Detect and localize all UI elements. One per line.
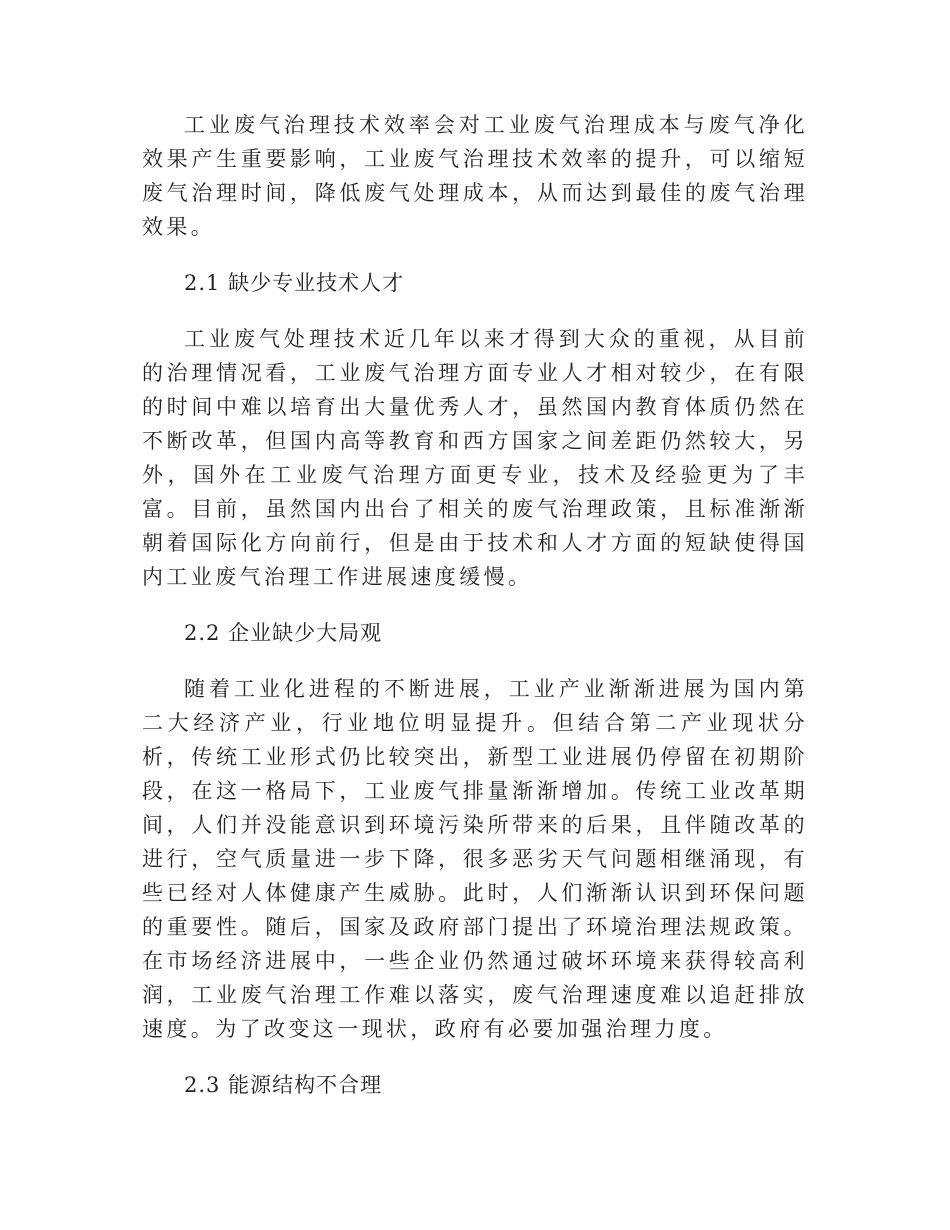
spacer [142,300,808,322]
section-heading-2-2: 2.2 企业缺少大局观 [184,621,383,645]
paragraph-tech-efficiency: 工业废气治理技术效率会对工业废气治理成本与废气净化效果产生重要影响，工业废气治理技术效率的提升，可以缩短废气治理时间，降低废气处理成本，从而达到最佳的废气治理效果。 [142,113,808,239]
paragraph-talent-shortage: 工业废气处理技术近几年以来才得到大众的重视，从目前的治理情况看，工业废气治理方面专业人才相对较少，在有限的时间中难以培育出大量优秀人才，虽然国内教育体质仍然在不断改革，但国内高等教育和西方国家之间差距仍然较大，另外，国外在工业废气治理方面更专业，技术及经验更为了丰富。目前，虽然国内出台了相关的废气治理政策，且标准渐渐朝着国际化方向前行，但是由于技术和人才方面的短缺使得国内工业废气治理工作进展速度缓慢。 [142,327,808,589]
paragraph-enterprise-outlook: 随着工业化进程的不断进展，工业产业渐渐进展为国内第二大经济产业，行业地位明显提升。但结合第二产业现状分析，传统工业形式仍比较突出，新型工业进展仍停留在初期阶段，在这一格局下，工业废气排量渐渐增加。传统工业改革期间，人们并没能意识到环境污染所带来的后果，且伴随改革的进行，空气质量进一步下降，很多恶劣天气问题相继涌现，有些已经对人体健康产生威胁。此时，人们渐渐认识到环保问题的重要性。随后，国家及政府部门提出了环境治理法规政策。在市场经济进展中，一些企业仍然通过破坏环境来获得较高利润，工业废气治理工作难以落实，废气治理速度难以追赶排放速度。为了改变这一现状，政府有必要加强治理力度。 [142,677,808,1041]
section-heading-2-1: 2.1 缺少专业技术人才 [184,271,405,295]
spacer [142,594,808,616]
spacer [142,1046,808,1068]
spacer [142,650,808,672]
document-page [142,108,808,1102]
spacer [142,244,808,266]
section-heading-2-3: 2.3 能源结构不合理 [184,1073,383,1097]
